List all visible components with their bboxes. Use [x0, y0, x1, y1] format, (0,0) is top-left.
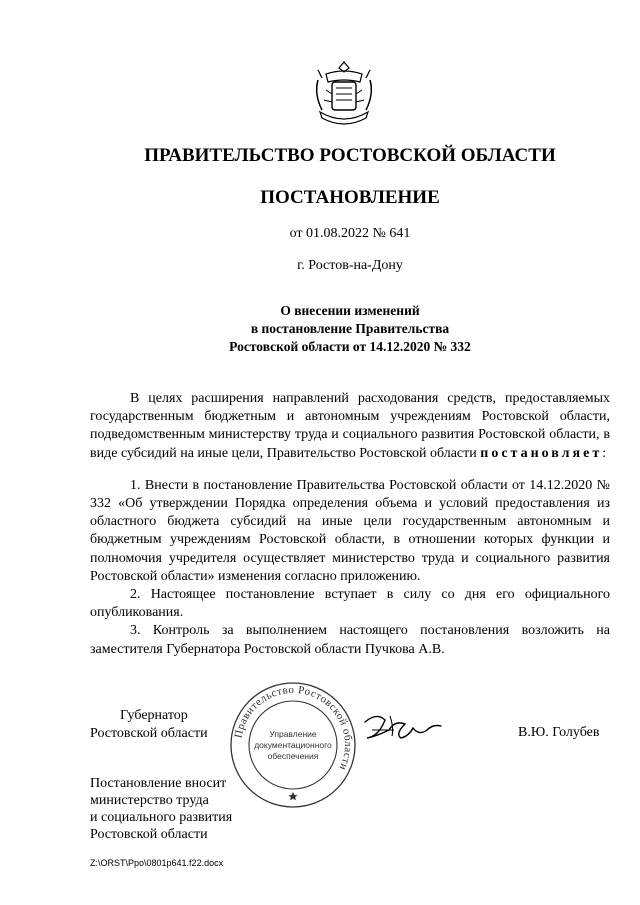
- document-body: [90, 390, 610, 659]
- submitted-line-2: министерство труда: [90, 793, 209, 808]
- subject-line-3: Ростовской области от 14.12.2020 № 332: [229, 339, 471, 354]
- subject-line-1: О внесении изменений: [280, 303, 420, 318]
- document-number: от 01.08.2022 № 641: [289, 226, 411, 241]
- stamp-center-line-3: обеспечения: [267, 751, 319, 761]
- file-path: Z:\ORST\Ppo\0801p641.f22.docx: [90, 858, 224, 868]
- preamble-text: В целях расширения направлений расходования средств, предоставляемых государственным бюджетным и автономным учреждениям Ростовской области, подведомственным министерству труда и социального развития Ростовской области, в виде субсидий на иные цели, Правительство Ростовской области: [90, 391, 610, 461]
- signatory-title: [90, 707, 230, 743]
- handwritten-signature: [360, 708, 450, 750]
- submitted-by-block: [90, 775, 290, 843]
- submitted-line-4: Ростовской области: [90, 827, 208, 842]
- signatory-title-line-2: Ростовской области: [90, 726, 208, 741]
- resolves-word: постановляет: [480, 445, 603, 461]
- subject-line-2: в постановление Правительства: [250, 321, 450, 336]
- signatory-title-line-1: Губернатор: [120, 708, 188, 723]
- submitted-line-3: и социального развития: [90, 810, 233, 825]
- stamp-ring-text: Правительство Ростовской области: [232, 683, 355, 773]
- signatory-name: В.Ю. Голубев: [518, 725, 600, 740]
- coat-of-arms-emblem: [312, 60, 376, 128]
- document-subject: [150, 302, 550, 356]
- item-3: 3. Контроль за выполнением настоящего постановления возложить на заместителя Губернатора Ростовской области Пучкова А.В.: [90, 623, 610, 657]
- submitted-line-1: Постановление вносит: [90, 776, 227, 791]
- org-title: ПРАВИТЕЛЬСТВО РОСТОВСКОЙ ОБЛАСТИ: [144, 145, 556, 166]
- item-1: 1. Внести в постановление Правительства Ростовской области от 14.12.2020 № 332 «Об утверждении Порядка определения объема и условий предоставления из областного бюджета субсидий на иные цели государственным автономным и бюджетным учреждениям Ростовской области, в отношении которых функции и полномочия учредителя осуществляет министерство труда и социального развития Ростовской области» изменения согласно приложению.: [90, 477, 610, 584]
- item-2: 2. Настоящее постановление вступает в силу со дня его официального опубликования.: [90, 587, 610, 621]
- preamble-paragraph: [90, 390, 610, 463]
- stamp-center-line-2: документационного: [254, 740, 332, 750]
- document-city: г. Ростов-на-Дону: [297, 258, 403, 273]
- stamp-center-line-1: Управление: [269, 729, 317, 739]
- resolves-colon: :: [602, 445, 607, 461]
- document-type: ПОСТАНОВЛЕНИЕ: [260, 187, 440, 208]
